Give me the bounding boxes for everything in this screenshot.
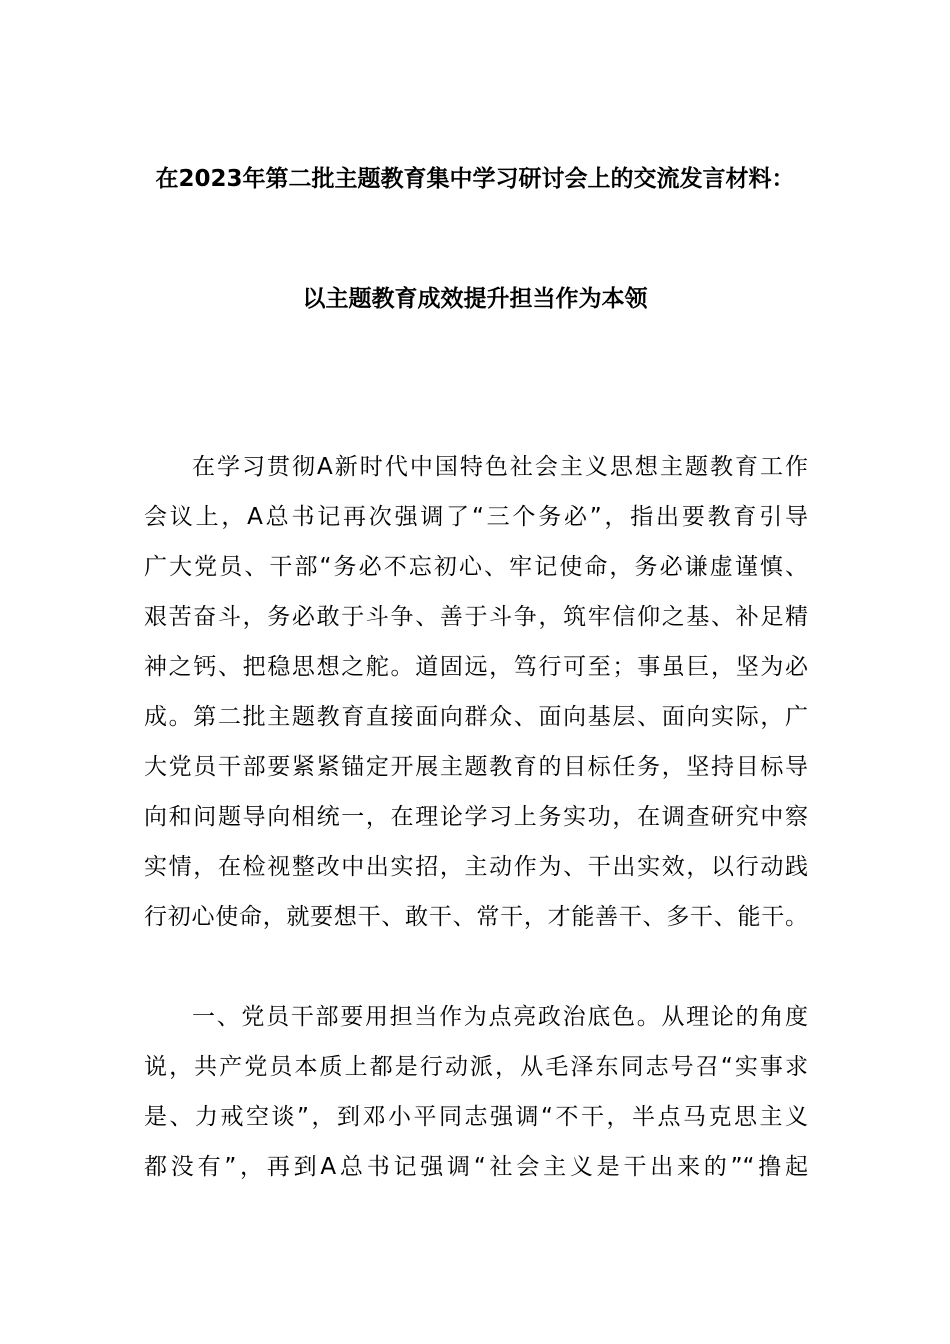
paragraph-line: 向和问题导向相统一，在理论学习上务实功，在调查研究中察 bbox=[144, 804, 808, 830]
paragraph-line: 都没有”，再到A总书记强调“社会主义是干出来的”“撸起 bbox=[144, 1154, 808, 1180]
document-title: 在2023年第二批主题教育集中学习研讨会上的交流发言材料： bbox=[155, 166, 795, 192]
paragraph-line: 广大党员、干部“务必不忘初心、牢记使命，务必谦虚谨慎、 bbox=[144, 554, 808, 580]
paragraph-line: 是、力戒空谈”，到邓小平同志强调“不干，半点马克思主义 bbox=[144, 1104, 808, 1130]
paragraph-line: 说，共产党员本质上都是行动派，从毛泽东同志号召“实事求 bbox=[144, 1054, 808, 1080]
document-subtitle: 以主题教育成效提升担当作为本领 bbox=[302, 286, 648, 312]
paragraph-line: 行初心使命，就要想干、敢干、常干，才能善干、多干、能干。 bbox=[144, 904, 808, 930]
paragraph-line: 一、党员干部要用担当作为点亮政治底色。从理论的角度 bbox=[192, 1004, 808, 1030]
paragraph-line: 成。第二批主题教育直接面向群众、面向基层、面向实际，广 bbox=[144, 704, 808, 730]
paragraph-line: 会议上，A总书记再次强调了“三个务必”，指出要教育引导 bbox=[144, 504, 808, 530]
paragraph-line: 实情，在检视整改中出实招，主动作为、干出实效，以行动践 bbox=[144, 854, 808, 880]
paragraph-line: 大党员干部要紧紧锚定开展主题教育的目标任务，坚持目标导 bbox=[144, 754, 808, 780]
paragraph-line: 在学习贯彻A新时代中国特色社会主义思想主题教育工作 bbox=[192, 454, 808, 480]
paragraph-line: 神之钙、把稳思想之舵。道固远，笃行可至；事虽巨，坚为必 bbox=[144, 654, 808, 680]
paragraph-line: 艰苦奋斗，务必敢于斗争、善于斗争，筑牢信仰之基、补足精 bbox=[144, 604, 808, 630]
